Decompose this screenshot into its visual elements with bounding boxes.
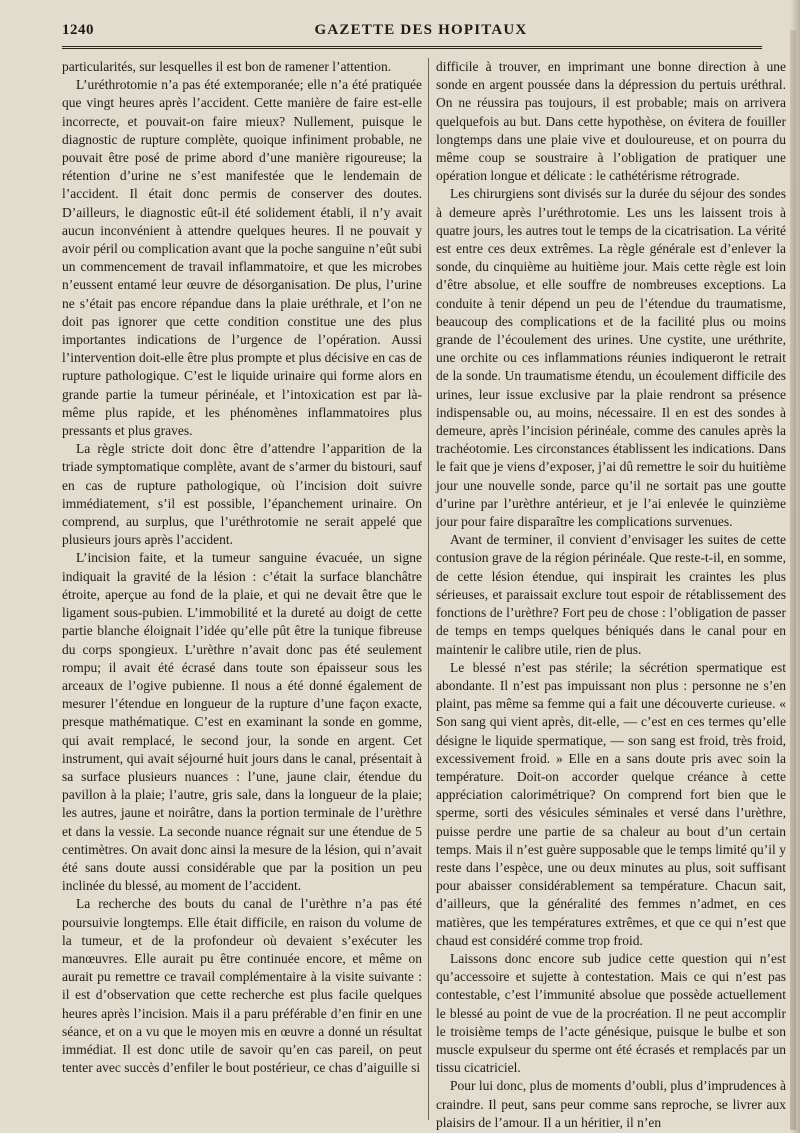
paragraph: Les chirurgiens sont divisés sur la durée du séjour des sondes à demeure après l’uréthrotomie. Les uns les laissent trois à quatre jours, les autres tout le temps de la cicatrisation. La vérité est entre ces deux extrêmes. La règle générale est d’enlever la sonde, du cinquième au huitième jour. Mais cette règle est loin d’être absolue, et elle souffre de nombreuses exceptions. La conduite à tenir dépend un peu de l’étendue du traumatisme, beaucoup des complications et de la facilité plus ou moins grande de l’écoulement des urines. Une cystite, une uréthrite, une orchite ou ces inflammations réunies indiqueront le retrait de la sonde. Un traumatisme étendu, un écoulement difficile des urines, leur issue exclusive par la plaie rendront sa présence indispensable ou, au moins, nécessaire. Il en est des sondes à demeure, après l’incision périnéale, comme des canules après la trachéotomie. Les circonstances établissent les indications. Dans le fait que je viens d’exposer, j’ai dû remettre le soir du huitième jour une nouvelle sonde, parce qu’il ne sortait pas une goutte d’urine par l’urèthre antérieur, et je l’ai enlevée le quinzième jour pour faire disparaître les complications survenues. bbox=[436, 186, 786, 530]
paragraph: La règle stricte doit donc être d’attendre l’apparition de la triade symptomatique complète, avant de s’armer du bistouri, sauf en cas de rupture pathologique, où l’incision doit suivre immédiatement, s’il est possible, l’épanchement urinaire. On comprend, au surplus, que l’uréthrotomie ne serait appelé que plusieurs jours après l’accident. bbox=[62, 441, 422, 548]
paragraph: Le blessé n’est pas stérile; la sécrétion spermatique est abondante. Il n’est pas impuissant non plus : personne ne s’en plaint, pas même sa femme qui a fait une découverte curieuse. « Son sang qui vient après, dit-elle, — c’est en ces termes qu’elle désigne le liquide spermatique, — son sang est froid, très froid, excessivement froid. » Elle en a sans doute pris avec soin la température. Doit-on accorder quelque créance à cette appréciation calorimétrique? On comprend fort bien que le sperme, sorti des vésicules séminales et versé dans l’urèthre, puisse perdre une partie de sa chaleur au bout d’un certain temps. Mais il n’est guère supposable que le temps limité qu’il y reste dans l’espèce, une ou deux minutes au plus, soit suffisant pour abaisser considérablement sa température. Chacun sait, d’ailleurs, que la généralité des femmes n’admet, en ces matières, que les températures extrêmes, et que ce qui n’est que chaud est considéré comme trop froid. bbox=[436, 659, 786, 948]
paragraph: Laissons donc encore sub judice cette question qui n’est qu’accessoire et sujette à contestation. Mais ce qui n’est pas contestable, c’est l’immunité absolue que possède actuellement le blessé au point de vue de la procréation. Il ne peut accomplir le troisième temps de l’acte génésique, puisque le bulbe et son muscle expulseur du sperme ont été écrasés et remplacés par un tissu cicatriciel. bbox=[436, 950, 786, 1076]
paragraph: L’uréthrotomie n’a pas été extemporanée; elle n’a été pratiquée que vingt heures après l’accident. Cette manière de faire est-elle incorrecte, et pouvait-on faire mieux? Nullement, puisque le diagnostic de rupture complète, quoique infiniment probable, ne pouvait être posé de prime abord d’une manière rigoureuse; la rétention d’urine ne s’est manifestée que le lendemain de l’accident. Il était donc permis de conserver des doutes. D’ailleurs, le diagnostic eût-il été solidement établi, il n’y avait aucun inconvénient à attendre quelques heures. Il ne pouvait y avoir péril ou complication avant que la poche sanguine n’eût subi un commencement de travail inflammatoire, et que les microbes n’eussent entamé leur œuvre de désorganisation. De plus, l’urine ne s’était pas encore répandue dans la plaie uréthrale, et l’on ne doit pas ignorer que cette condition constitue une des plus importantes indications de l’urgence de l’opération. Aussi l’intervention doit-elle être plus prompte et plus décisive en cas de rupture pathologique. C’est le liquide urinaire qui forme alors en grande partie la tumeur périnéale, et l’intoxication est par là-même plus rapide, et les phénomènes inflammatoires plus pressants et plus graves. bbox=[62, 77, 422, 439]
page-edge-shadow bbox=[790, 0, 800, 1133]
column-divider bbox=[428, 58, 429, 1120]
header-rule bbox=[62, 46, 762, 49]
paragraph: Avant de terminer, il convient d’envisager les suites de cette contusion grave de la région périnéale. Que reste-t-il, en somme, de cette lésion étendue, qui inspirait les craintes les plus sérieuses, et paraissait exclure tout espoir de rétablissement des fonctions de l’urèthre? Fort peu de chose : l’obligation de passer de temps en temps quelques béniqués dans le canal pour en maintenir le calibre utile, rien de plus. bbox=[436, 532, 786, 657]
paragraph: La recherche des bouts du canal de l’urèthre n’a pas été poursuivie longtemps. Elle était difficile, en raison du volume de la tumeur, et de la profondeur où devaient s’exécuter les manœuvres. Elle aurait pu être continuée encore, et même on aurait pu remettre ce travail complémentaire à la visite suivante : il est d’observation que cette recherche est plus facile quelques heures après l’incision. Mais il a paru préférable d’en finir en une séance, et on a vu que le moyen mis en œuvre a donné un résultat immédiat. Il est donc utile de savoir qu’en cas pareil, on peut tenter avec succès d’enfiler le bout postérieur, ce chas d’aiguille si bbox=[62, 896, 422, 1076]
right-column bbox=[436, 58, 786, 1130]
page-header bbox=[62, 22, 780, 44]
left-column bbox=[62, 58, 422, 1120]
running-title: GAZETTE DES HOPITAUX bbox=[314, 22, 528, 38]
paragraph: L’incision faite, et la tumeur sanguine évacuée, un signe indiquait la gravité de la lésion : c’était la surface blanchâtre étroite, aperçue au fond de la plaie, et qui ne devait être que le ligament sous-pubien. L’immobilité et la dureté au doigt de cette partie blanche éloignait l’idée qu’elle pût être la tunique fibreuse du corps spongieux. L’urèthre n’avait donc pas été seulement rompu; il avait été écrasé dans toute son épaisseur sous les arceaux de l’ogive pubienne. Il nous a été donné également de mesurer l’étendue en longueur de la rupture d’une façon exacte, presque mathématique. C’est en examinant la sonde en gomme, qui avait remplacé, le second jour, la sonde en argent. Cet instrument, qui avait séjourné huit jours dans le canal, présentait à sa surface plusieurs nuances : l’une, jaune clair, étendue du pavillon à la plaie; l’autre, gris sale, dans la longueur de la plaie; les autres, jaune et noirâtre, dans la portion terminale de l’urèthre et dans la vessie. La seconde nuance régnait sur une étendue de 5 centimètres. On avait donc ainsi la mesure de la lésion, qui n’avait été sans doute aussi considérable que par la position un peu inclinée du blessé, au moment de l’accident. bbox=[62, 550, 422, 894]
paragraph: Pour lui donc, plus de moments d’oubli, plus d’imprudences à craindre. Il peut, sans peur comme sans reproche, se livrer aux plaisirs de l’amour. Il a un héritier, il n’en bbox=[436, 1078, 786, 1130]
page-number: 1240 bbox=[62, 22, 94, 38]
paragraph: particularités, sur lesquelles il est bon de ramener l’attention. bbox=[62, 59, 392, 74]
paragraph: difficile à trouver, en imprimant une bonne direction à une sonde en argent poussée dans la dépression du pertuis uréthral. On ne réussira pas toujours, il est probable; mais on arrivera quelquefois au but. Dans cette hypothèse, on évitera de fouiller longtemps dans une plaie vive et douloureuse, et on pourra du même coup se soustraire à l’obligation de pratiquer une opération longue et délicate : le cathétérisme rétrograde. bbox=[436, 59, 786, 184]
